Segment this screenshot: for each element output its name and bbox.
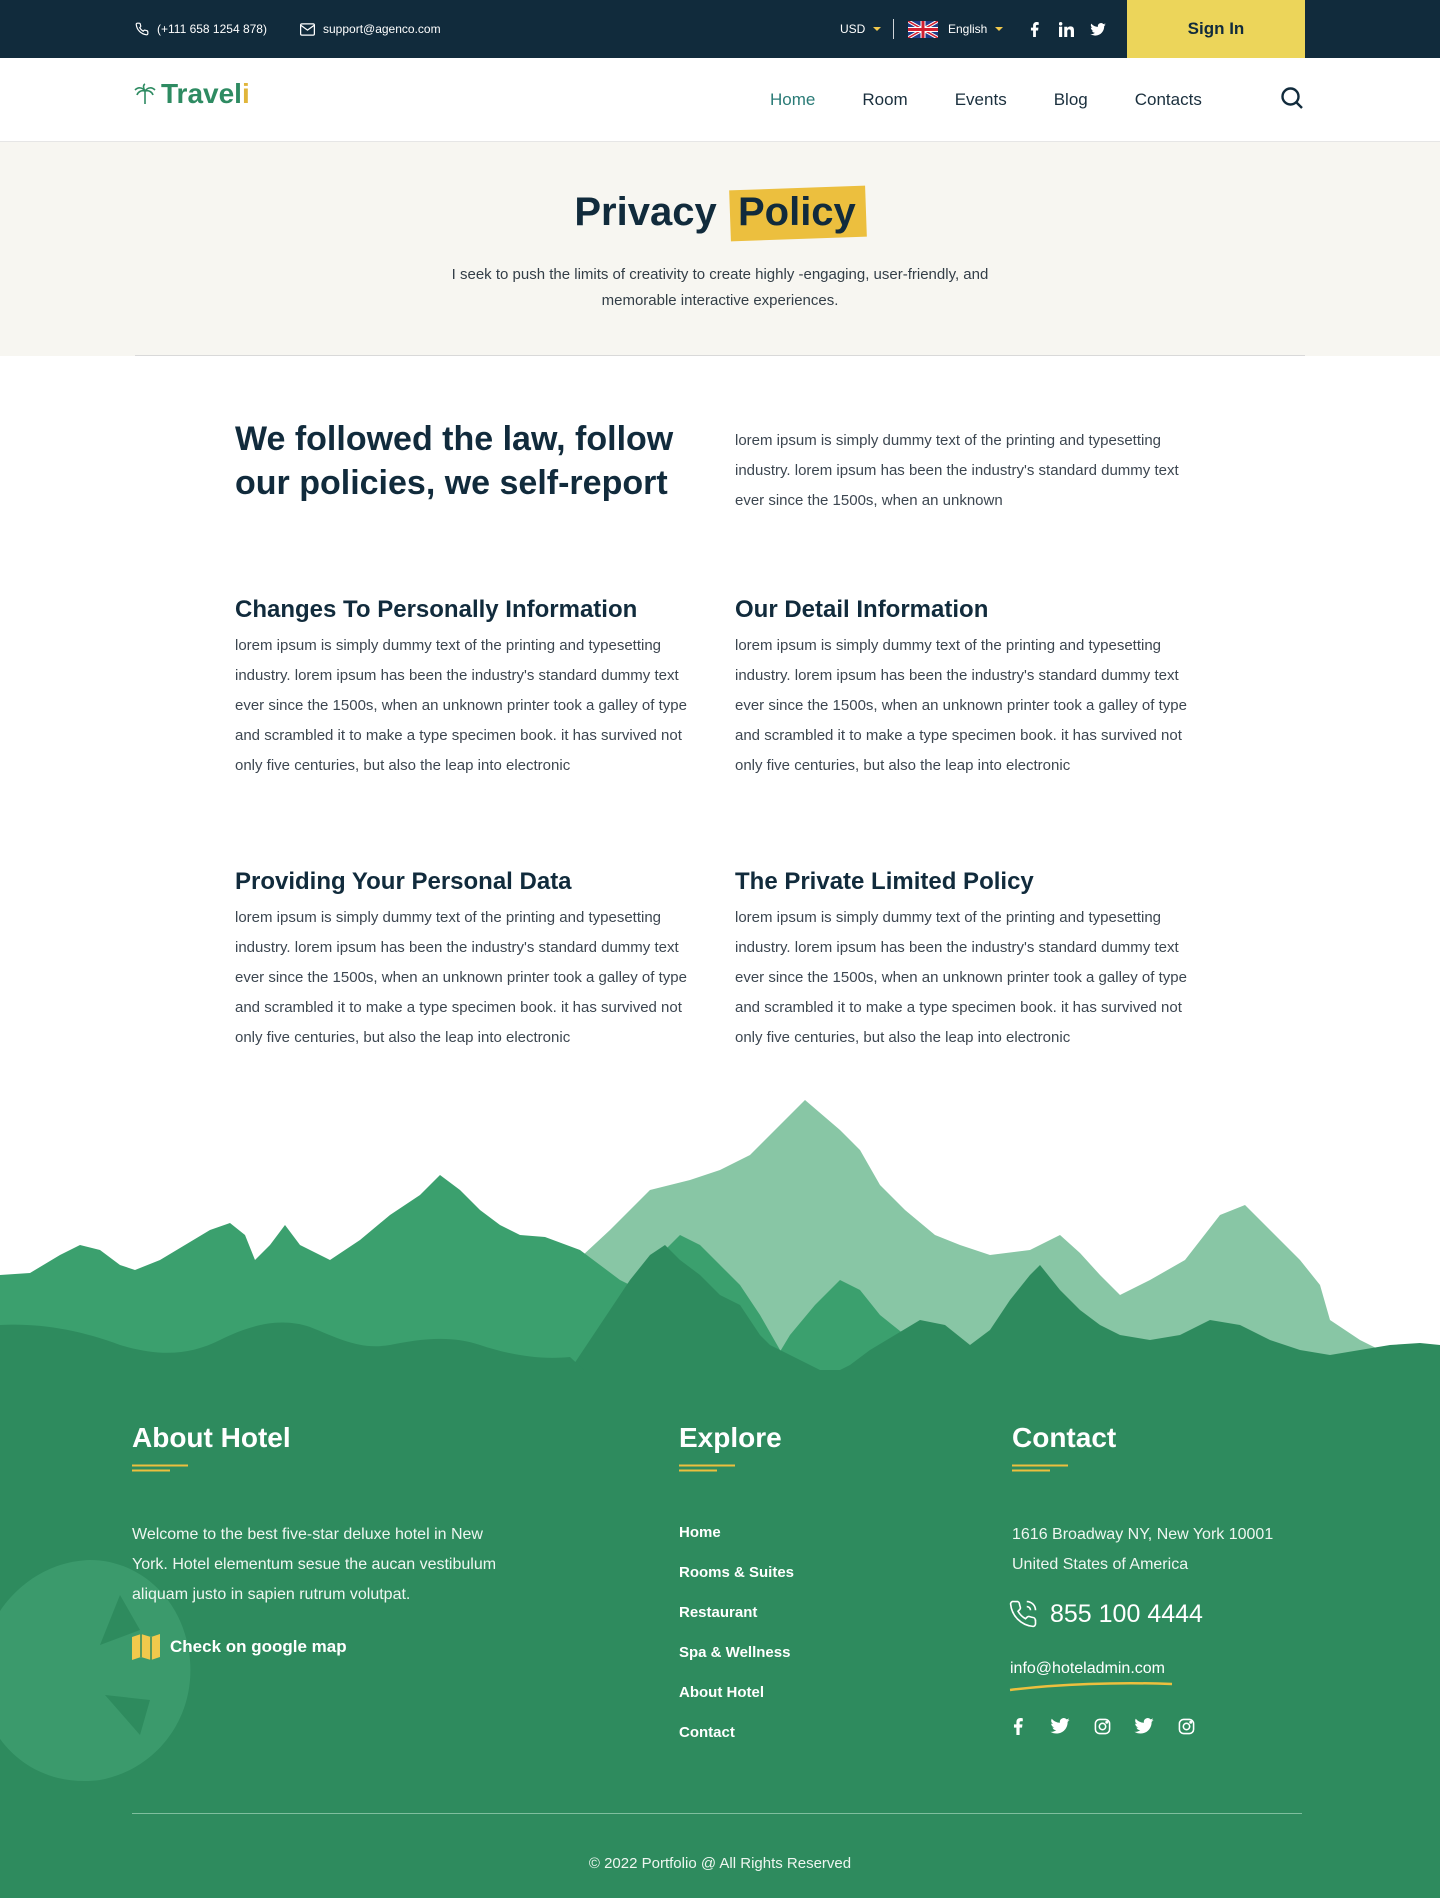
email-underline-swoosh (1008, 1680, 1174, 1692)
policy-section (235, 595, 705, 781)
chevron-down-icon (995, 27, 1003, 31)
intro-heading: We followed the law, follow our policies, we self-report (235, 420, 674, 502)
logo[interactable] (133, 76, 250, 112)
page-title-highlight (729, 186, 867, 242)
title-underline (679, 1464, 735, 1472)
footer (0, 1370, 1440, 1898)
footer-about-text: Welcome to the best five-star deluxe hotel in New York. Hotel elementum sesue the aucan vestibulum aliquam justo in sapien rutrum volutpat. (132, 1526, 497, 1603)
nav-item-blog[interactable]: Blog (1053, 90, 1088, 109)
topbar-phone-text: (+111 658 1254 878) (157, 22, 267, 36)
language-select[interactable] (908, 0, 1003, 58)
section-title: Our Detail Information (735, 596, 989, 623)
footer-phone-text: 855 100 4444 (1050, 1599, 1203, 1628)
topbar-divider (893, 19, 894, 39)
google-map-link-text: Check on google map (170, 1637, 347, 1656)
policy-section (235, 867, 705, 1053)
chevron-down-icon (873, 27, 881, 31)
uk-flag-icon (908, 21, 938, 38)
logo-text-main: Travel (161, 78, 242, 109)
topbar-email[interactable] (300, 0, 441, 58)
footer-address (1012, 1520, 1312, 1580)
facebook-icon[interactable] (1008, 1716, 1028, 1736)
section-text: lorem ipsum is simply dummy text of the printing and typesetting industry. lorem ipsum has been the industry's standard dummy text ever since the 1500s, when an unknown printer took a galley of type and scrambled it to make a type specimen book. it has survived not only five centuries, but also the leap into electronic (235, 637, 687, 774)
footer-email[interactable]: info@hoteladmin.com (1010, 1660, 1165, 1677)
footer-socials (1008, 1716, 1196, 1736)
address-line-1: 1616 Broadway NY, New York 10001 (1012, 1526, 1274, 1543)
footer-explore-title: Explore (679, 1422, 782, 1453)
topbar-phone[interactable] (135, 0, 267, 58)
nav-menu (770, 58, 1249, 142)
section-text: lorem ipsum is simply dummy text of the printing and typesetting industry. lorem ipsum has been the industry's standard dummy text ever since the 1500s, when an unknown printer took a galley of type and scrambled it to make a type specimen book. it has survived not only five centuries, but also the leap into electronic (735, 637, 1187, 774)
page-title-highlight-text: Policy (737, 190, 856, 235)
mountains-illustration (0, 1095, 1440, 1385)
footer-divider (132, 1813, 1302, 1814)
main-nav (0, 58, 1440, 142)
section-title: Providing Your Personal Data (235, 868, 572, 895)
search-button[interactable] (1278, 84, 1306, 112)
footer-explore-list (679, 1524, 794, 1764)
hero-divider (135, 355, 1305, 356)
topbar-socials (1025, 0, 1107, 58)
footer-link-home[interactable]: Home (679, 1524, 721, 1541)
currency-value: USD (840, 22, 866, 36)
search-icon (1280, 86, 1304, 110)
google-map-link[interactable] (132, 1634, 347, 1660)
phone-icon (1008, 1599, 1038, 1629)
footer-contact-title: Contact (1012, 1422, 1117, 1453)
twitter-icon[interactable] (1089, 20, 1107, 38)
twitter-icon[interactable] (1050, 1716, 1070, 1736)
footer-about-title: About Hotel (132, 1422, 291, 1453)
topbar-email-text: support@agenco.com (323, 22, 441, 36)
mail-icon (300, 23, 315, 36)
page-hero (0, 142, 1440, 356)
page-subtitle: I seek to push the limits of creativity to create highly -engaging, user-friendly, and memorable interactive experiences. (451, 266, 989, 309)
facebook-icon[interactable] (1025, 20, 1043, 38)
section-title: Changes To Personally Information (235, 596, 638, 623)
policy-section (735, 867, 1205, 1053)
nav-item-events[interactable]: Events (954, 90, 1007, 109)
phone-icon (135, 22, 149, 36)
footer-phone[interactable] (1008, 1599, 1203, 1629)
page-title (0, 188, 1440, 239)
footer-link-spa-wellness[interactable]: Spa & Wellness (679, 1644, 791, 1661)
nav-item-contacts[interactable]: Contacts (1134, 90, 1202, 109)
instagram-icon[interactable] (1092, 1716, 1112, 1736)
palm-logo-icon (133, 83, 157, 105)
address-line-2: United States of America (1012, 1556, 1189, 1573)
linkedin-icon[interactable] (1057, 20, 1075, 38)
section-text: lorem ipsum is simply dummy text of the printing and typesetting industry. lorem ipsum has been the industry's standard dummy text ever since the 1500s, when an unknown printer took a galley of type and scrambled it to make a type specimen book. it has survived not only five centuries, but also the leap into electronic (235, 909, 687, 1046)
top-bar (0, 0, 1440, 58)
footer-link-restaurant[interactable]: Restaurant (679, 1604, 758, 1621)
section-text: lorem ipsum is simply dummy text of the printing and typesetting industry. lorem ipsum has been the industry's standard dummy text ever since the 1500s, when an unknown printer took a galley of type and scrambled it to make a type specimen book. it has survived not only five centuries, but also the leap into electronic (735, 909, 1187, 1046)
instagram-icon[interactable] (1176, 1716, 1196, 1736)
sign-in-button[interactable]: Sign In (1127, 0, 1305, 58)
map-icon (132, 1634, 160, 1660)
twitter-icon[interactable] (1134, 1716, 1154, 1736)
copyright-text: © 2022 Portfolio @ All Rights Reserved (588, 1855, 852, 1872)
footer-link-contact[interactable]: Contact (679, 1724, 735, 1741)
footer-link-about-hotel[interactable]: About Hotel (679, 1684, 764, 1701)
language-value: English (948, 22, 988, 36)
title-underline (1012, 1464, 1068, 1472)
section-title: The Private Limited Policy (735, 868, 1034, 895)
nav-item-home[interactable]: Home (770, 90, 816, 109)
currency-select[interactable] (840, 0, 881, 58)
page-title-plain: Privacy (574, 190, 717, 234)
footer-link-rooms-suites[interactable]: Rooms & Suites (679, 1564, 795, 1581)
intro-text: lorem ipsum is simply dummy text of the printing and typesetting industry. lorem ipsum has been the industry's standard dummy text ever since the 1500s, when an unknown (735, 432, 1179, 509)
policy-section (735, 595, 1205, 781)
logo-text-accent: i (241, 78, 250, 109)
title-underline (132, 1464, 188, 1472)
nav-item-room[interactable]: Room (862, 90, 908, 109)
